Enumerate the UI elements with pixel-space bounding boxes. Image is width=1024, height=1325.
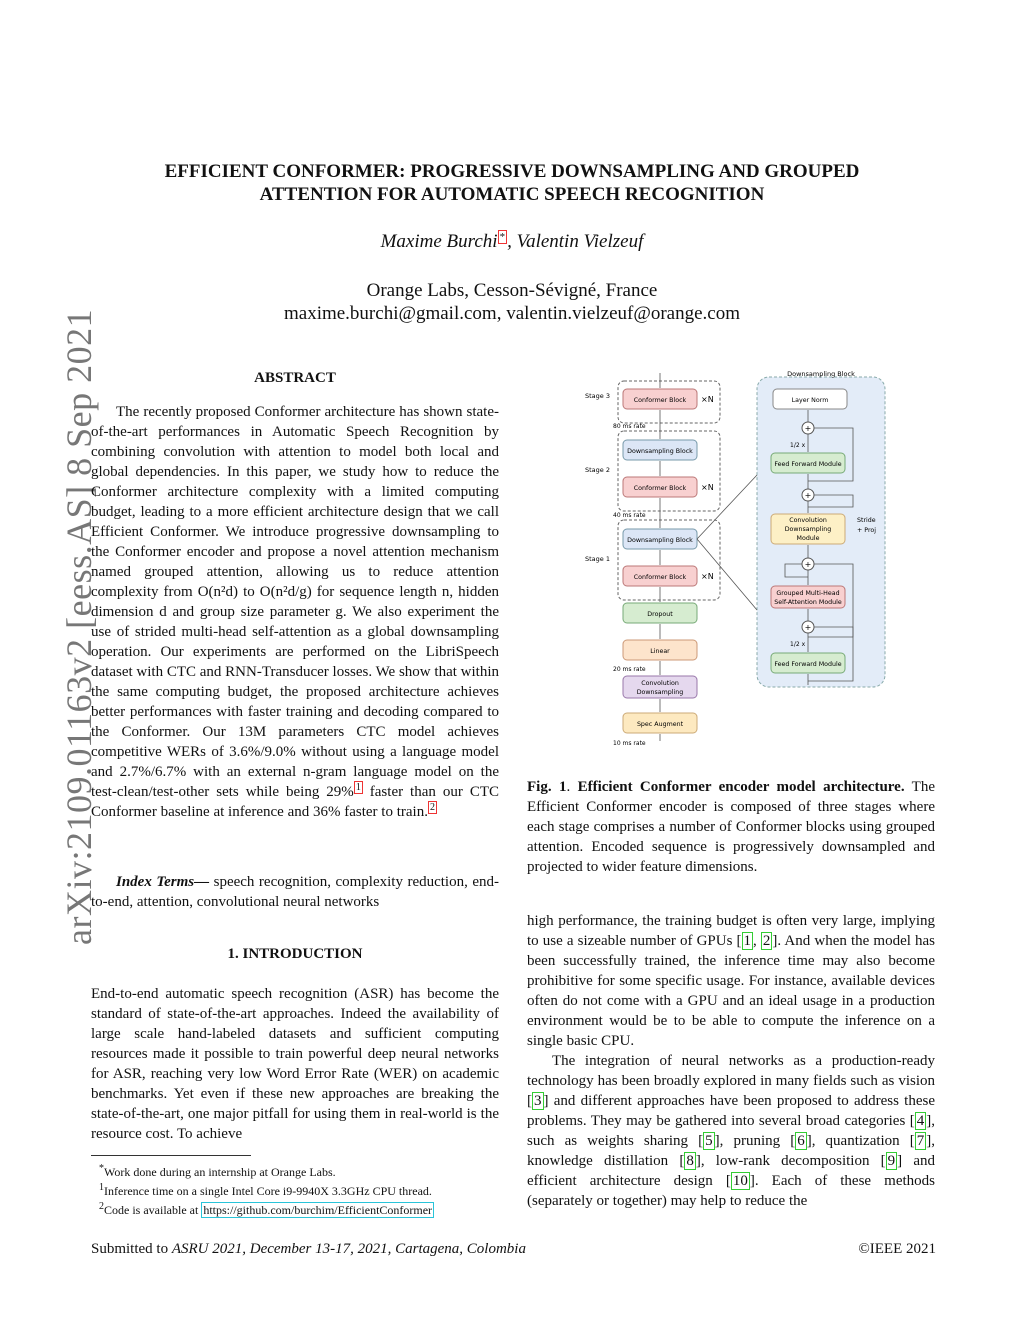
citation-5[interactable]: 5 xyxy=(705,1133,713,1149)
abstract-tail: faster than our CTC Conformer baseline at inference and 36% faster to train. xyxy=(91,784,499,820)
caption-sep: . xyxy=(566,779,578,795)
svg-text:+: + xyxy=(804,424,812,433)
footer-submitted: Submitted to xyxy=(91,1241,172,1257)
author-2: Valentin Vielzeuf xyxy=(516,231,644,252)
conv-downsampling-box xyxy=(623,676,697,698)
title-line-1: EFFICIENT CONFORMER: PROGRESSIVE DOWNSAMPLING AND GROUPED xyxy=(164,161,860,182)
affiliation-block xyxy=(100,279,924,325)
conformer-block-3 xyxy=(623,389,697,409)
times-n-2: ×N xyxy=(701,483,714,492)
gmha-box xyxy=(771,586,845,608)
citation-4[interactable]: 4 xyxy=(916,1113,925,1129)
citation-7[interactable]: 7 xyxy=(916,1133,925,1149)
ds-panel-title: Downsampling Block xyxy=(787,370,855,378)
svg-text:Conformer Block: Conformer Block xyxy=(633,574,687,581)
plus-node-2 xyxy=(802,558,814,570)
stride-label: Stride xyxy=(857,517,876,524)
svg-text:Self-Attention Module: Self-Attention Module xyxy=(774,599,842,606)
abstract-heading: ABSTRACT xyxy=(254,370,336,386)
plus-node-4 xyxy=(802,422,814,434)
caption-bold: Efficient Conformer encoder model architecture. xyxy=(577,779,905,795)
svg-text:Conformer Block: Conformer Block xyxy=(633,485,687,492)
svg-text:+: + xyxy=(804,560,812,569)
caption-label: Fig. 1 xyxy=(527,779,567,795)
author-emails: maxime.burchi@gmail.com, valentin.vielzeuf@orange.com xyxy=(283,303,740,324)
svg-text:Downsampling Block: Downsampling Block xyxy=(627,448,693,455)
svg-text:+: + xyxy=(804,491,812,500)
conv-module-box xyxy=(771,514,845,544)
linear-box xyxy=(623,640,697,660)
intro-paragraph-2: high performance, the training budget is often very large, implying to use a sizeable number of GPUs [ 1 , 2 ]. And when the model has been successfully trained, the inference time may also become prohibitive for some specific usage. For instance, available devices often do not come with a GPU and an ideal usage in a production environment would be to be able to compute the inference on a single basic CPU. xyxy=(527,913,936,1049)
downsampling-block-1 xyxy=(623,529,697,549)
conformer-block-2 xyxy=(623,477,697,497)
downsampling-block-2 xyxy=(623,440,697,460)
ffm-box-top xyxy=(771,453,845,473)
dropout-box xyxy=(623,603,697,623)
svg-text:Downsampling Block: Downsampling Block xyxy=(627,537,693,544)
footer-venue: ASRU 2021, December 13-17, 2021, Cartagena, Colombia xyxy=(171,1241,526,1257)
svg-text:Feed Forward Module: Feed Forward Module xyxy=(774,661,842,668)
figure-caption xyxy=(527,777,935,877)
svg-text:Linear: Linear xyxy=(650,648,670,655)
spec-augment-box xyxy=(623,713,697,733)
rate-80: 80 ms rate xyxy=(613,423,646,430)
abstract-body: The recently proposed Conformer architecture has shown state-of-the-art performances in Automatic Speech Recognition by combining convolution with attention to model both local and global dependencies. In this paper, we study how to reduce the Conformer architecture complexity with a limited computing budget, leading to a more efficient architecture design that we call Efficient Conformer. We introduce progressive downsampling to the Conformer encoder and propose a novel attention mechanism named grouped attention, allowing us to reduce attention complexity from O(n²d) to O(n²d/g) for sequence length n, hidden dimension d and group size parameter g. We also experiment the use of strided multi-head self-attention as a global downsampling operation. Our experiments are performed on the LibriSpeech dataset with CTC and RNN-Transducer losses. We show that within the same computing budget, the proposed architecture achieves better performances with faster training and decoding compared to the Conformer. Our 13M parameters CTC model achieves competitive WERs of 3.6%/9.0% without using a language model and 2.7%/6.7% with an external n-gram language model on the test-clean/test-other sets while being 29% xyxy=(91,404,499,800)
citation-6[interactable]: 6 xyxy=(797,1133,805,1149)
footnote-rule xyxy=(91,1155,251,1156)
times-n-1: ×N xyxy=(701,572,714,581)
svg-text:Grouped Multi-Head: Grouped Multi-Head xyxy=(776,590,840,597)
author-1: Maxime Burchi xyxy=(380,231,498,252)
arxiv-id: arXiv:2109.01163v2 [eess.AS] 8 Sep 2021 xyxy=(59,308,99,945)
layer-norm-box xyxy=(773,389,847,409)
svg-text:Module: Module xyxy=(796,535,820,542)
conformer-block-1 xyxy=(623,566,697,586)
citation-2[interactable]: 2 xyxy=(762,933,771,949)
citation-1[interactable]: 1 xyxy=(743,933,752,949)
proj-label: + Proj xyxy=(857,527,877,534)
svg-text:Conformer Block: Conformer Block xyxy=(633,397,687,404)
ffm-box-bottom xyxy=(771,653,845,673)
half-x-top: 1/2 x xyxy=(790,442,806,449)
title-line-2: ATTENTION FOR AUTOMATIC SPEECH RECOGNITION xyxy=(259,184,765,205)
footnote-0: *Work done during an internship at Orange Labs. xyxy=(99,1163,336,1179)
citation-10[interactable]: 10 xyxy=(732,1173,748,1189)
svg-text:Dropout: Dropout xyxy=(647,611,673,618)
footnote-ref-1[interactable]: 1 xyxy=(355,782,361,793)
svg-text:Spec Augment: Spec Augment xyxy=(636,721,684,728)
stage-3-label: Stage 3 xyxy=(585,392,610,400)
footnote-1: $^1$Inference time on a single Intel Core i9-9940X 3.3GHz CPU thread. xyxy=(99,1182,432,1198)
page-footer xyxy=(91,1241,936,1258)
intro-paragraph-1: End-to-end automatic speech recognition (ASR) has become the standard of state-of-the-art approaches. Indeed the availability of large scale hand-labeled datasets and sufficient computing resources made it possible to train powerful deep neural networks for ASR, reaching very low Word Error Rate (WER) on academic benchmarks. Yet even if these new approaches are breaking the state-of-the-art, one major pitfall for using them in real-world is the resource cost. To achieve xyxy=(91,986,499,1142)
times-n-3: ×N xyxy=(701,395,714,404)
plus-node-3 xyxy=(802,489,814,501)
svg-text:Downsampling: Downsampling xyxy=(784,526,832,533)
stage-2-label: Stage 2 xyxy=(585,466,610,474)
rate-20: 20 ms rate xyxy=(613,666,646,673)
rate-10: 10 ms rate xyxy=(613,740,646,747)
index-terms-label: Index Terms— xyxy=(116,874,210,890)
half-x-bottom: 1/2 x xyxy=(790,641,806,648)
affiliation: Orange Labs, Cesson-Sévigné, France xyxy=(366,280,658,301)
index-terms xyxy=(91,872,499,912)
arxiv-stamp xyxy=(18,308,99,955)
intro-paragraph-3: The integration of neural networks as a production-ready technology has been broadly explored in many fields such as vision [ 3 ] and different approaches have been proposed to address these problems. They may be gathered into several broad categories [ 4 ], such as weights sharing [ 5 ], pruning [ 6 ], quantization [ 7 ], knowledge distillation [ 8 ], low-rank decomposition [ 9 ] and efficient architecture design [ 10 ]. Each of these methods (separately or together) may help to reduce the xyxy=(527,1053,936,1209)
svg-text:Feed Forward Module: Feed Forward Module xyxy=(774,461,842,468)
svg-text:Layer Norm: Layer Norm xyxy=(791,397,829,404)
rate-40: 40 ms rate xyxy=(613,512,646,519)
citation-9[interactable]: 9 xyxy=(887,1153,896,1169)
intro-heading: 1. INTRODUCTION xyxy=(227,946,363,962)
svg-text:Convolution: Convolution xyxy=(641,680,679,687)
svg-text:+: + xyxy=(804,623,812,632)
code-link[interactable]: https://github.com/burchim/EfficientConformer xyxy=(203,1203,433,1217)
index-terms-text: speech recognition, complexity reduction, end-to-end, attention, convolutional neural networks xyxy=(91,874,499,910)
stage-1-label: Stage 1 xyxy=(585,555,610,563)
svg-text:Convolution: Convolution xyxy=(789,517,827,524)
caption-text: The Efficient Conformer encoder is composed of three stages where each stage comprises a number of Conformer blocks using grouped attention. Encoded sequence is progressively downsampled and projected to wider feature dimensions. xyxy=(527,779,936,875)
architecture-figure xyxy=(575,365,895,753)
abstract-text xyxy=(91,402,499,822)
author-footnote-mark[interactable]: * xyxy=(499,230,506,243)
citation-8[interactable]: 8 xyxy=(686,1153,694,1169)
plus-node-1 xyxy=(802,621,814,633)
citation-3[interactable]: 3 xyxy=(534,1093,542,1109)
paper-title xyxy=(100,160,924,206)
footnotes xyxy=(91,1161,511,1218)
footer-copyright: ©IEEE 2021 xyxy=(858,1241,936,1257)
footnote-2: $^2$Code is available at https://github.com/burchim/EfficientConformer xyxy=(99,1201,433,1217)
author-separator: , xyxy=(507,231,517,252)
footnote-ref-2[interactable]: 2 xyxy=(429,802,435,813)
svg-text:Downsampling: Downsampling xyxy=(636,689,684,696)
author-list xyxy=(100,231,924,253)
